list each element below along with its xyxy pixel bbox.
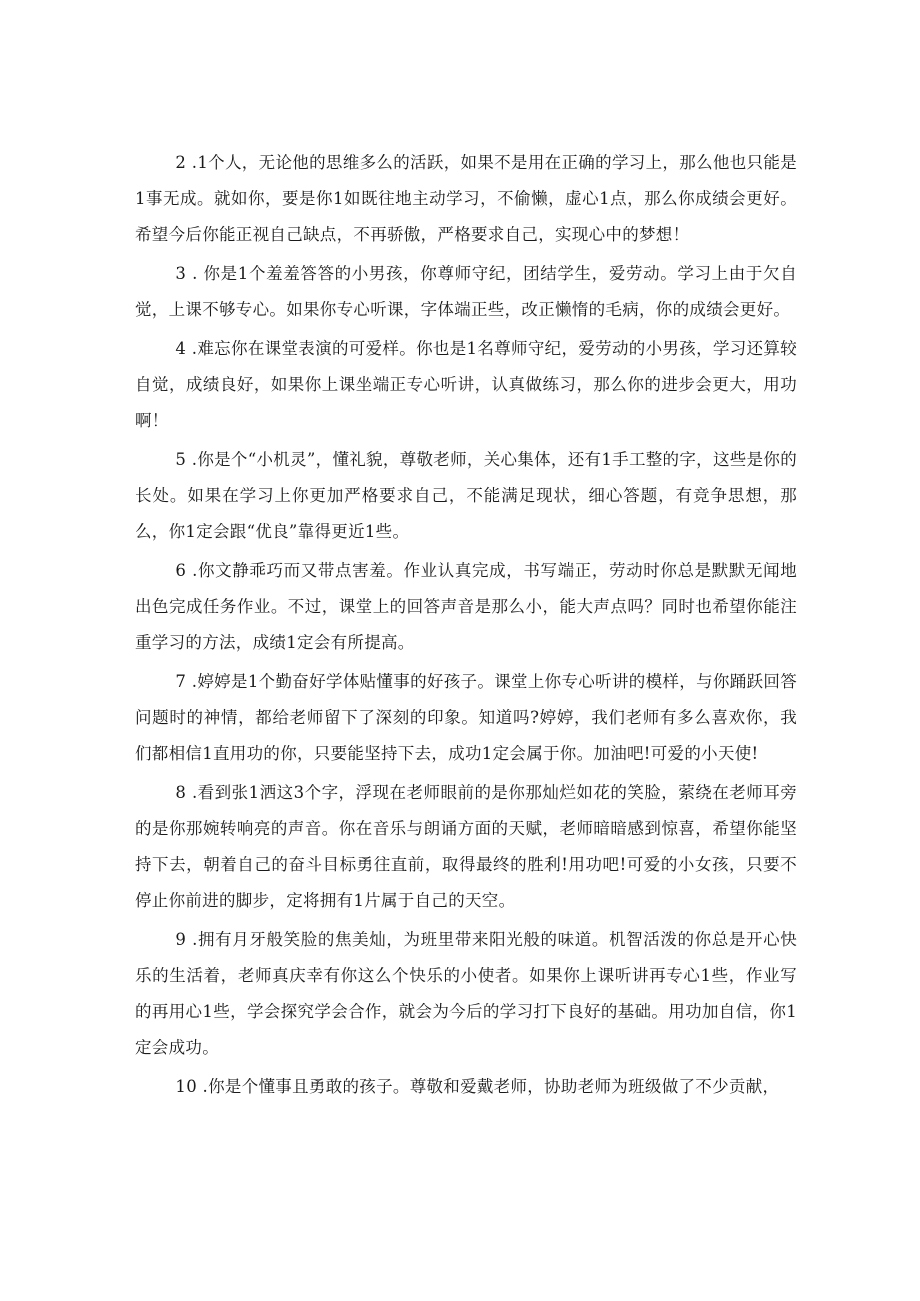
document-body — [135, 145, 797, 1105]
comment-paragraph-9: 9 .拥有月牙般笑脸的焦美灿，为班里带来阳光般的味道。机智活泼的你总是开心快乐的生活着，老师真庆幸有你这么个快乐的小使者。如果你上课听讲再专心1些，作业写的再用心1些，学会探究学会合作，就会为今后的学习打下良好的基础。用功加自信，你1定会成功。 — [135, 930, 797, 1057]
comment-paragraph-7: 7 .婷婷是1个勤奋好学体贴懂事的好孩子。课堂上你专心听讲的模样，与你踊跃回答问题时的神情，都给老师留下了深刻的印象。知道吗?婷婷，我们老师有多么喜欢你，我们都相信1直用功的你，只要能坚持下去，成功1定会属于你。加油吧!可爱的小天使! — [135, 672, 797, 763]
comment-paragraph-3: 3 . 你是1个羞羞答答的小男孩，你尊师守纪，团结学生，爱劳动。学习上由于欠自觉，上课不够专心。如果你专心听课，字体端正些，改正懒惰的毛病，你的成绩会更好。 — [135, 264, 797, 319]
comment-paragraph-2: 2 .1个人，无论他的思维多么的活跃，如果不是用在正确的学习上，那么他也只能是1事无成。就如你，要是你1如既往地主动学习，不偷懒，虚心1点，那么你成绩会更好。希望今后你能正视自己缺点，不再骄傲，严格要求自己，实现心中的梦想！ — [135, 153, 797, 244]
comment-paragraph-6: 6 .你文静乖巧而又带点害羞。作业认真完成，书写端正，劳动时你总是默默无闻地出色完成任务作业。不过，课堂上的回答声音是那么小，能大声点吗？同时也希望你能注重学习的方法，成绩1定会有所提高。 — [135, 561, 797, 652]
comment-paragraph-10: 10 .你是个懂事且勇敢的孩子。尊敬和爱戴老师，协助老师为班级做了不少贡献， — [175, 1077, 780, 1096]
comment-paragraph-5: 5 .你是个“小机灵”，懂礼貌，尊敬老师，关心集体，还有1手工整的字，这些是你的长处。如果在学习上你更加严格要求自己，不能满足现状，细心答题，有竞争思想，那么，你1定会跟“优良”靠得更近1些。 — [135, 450, 797, 541]
comment-paragraph-4: 4 .难忘你在课堂表演的可爱样。你也是1名尊师守纪，爱劳动的小男孩，学习还算较自觉，成绩良好，如果你上课坐端正专心听讲，认真做练习，那么你的进步会更大，用功啊！ — [135, 339, 797, 430]
comment-paragraph-8: 8 .看到张1洒这3个字，浮现在老师眼前的是你那灿烂如花的笑脸，萦绕在老师耳旁的是你那婉转响亮的声音。你在音乐与朗诵方面的天赋，老师暗暗感到惊喜，希望你能坚持下去，朝着自己的奋斗目标勇往直前，取得最终的胜利!用功吧!可爱的小女孩，只要不停止你前进的脚步，定将拥有1片属于自己的天空。 — [135, 783, 797, 910]
